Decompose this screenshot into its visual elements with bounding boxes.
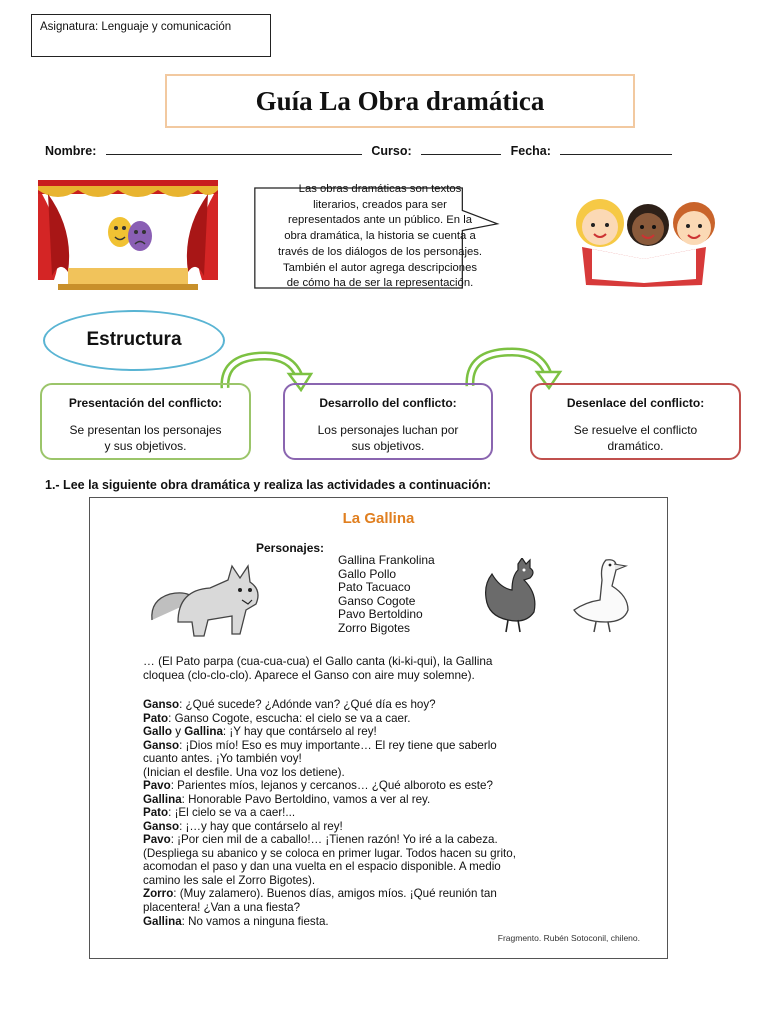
box-text: Los personajes luchan por (317, 423, 459, 437)
intro-line: literarios, creados para ser (313, 198, 447, 211)
valance-trim (38, 186, 218, 197)
character-item: Gallina Frankolina (338, 553, 435, 567)
name-label: Nombre: (45, 144, 97, 158)
box-title: Desarrollo del conflicto: (319, 396, 457, 410)
student-form (45, 143, 725, 158)
dialogue-line: Gallo y Gallina: ¡Y hay que contárselo al rey! (143, 725, 377, 739)
course-field[interactable] (421, 143, 501, 155)
tragedy-mask (128, 221, 152, 251)
dialogue-line: cuanto antes. ¡Yo también voy! (143, 752, 302, 766)
rooster-illustration (478, 558, 548, 634)
dialogue-line: Pavo: ¡Por cien mil de a caballo!… ¡Tienen razón! Yo iré a la cabeza. (143, 833, 498, 847)
subject-label: Asignatura: Lenguaje y comunicación (40, 21, 232, 33)
box-text: Se resuelve el conflicto (573, 423, 698, 437)
name-field[interactable] (106, 143, 362, 155)
box-title: Presentación del conflicto: (68, 396, 223, 410)
dialogue-line: (Despliega su abanico y se coloca en primer lugar. Todos hacen su grito, (143, 846, 516, 860)
character-item: Zorro Bigotes (338, 620, 411, 635)
intro-line: de cómo ha de ser la representación. (286, 277, 474, 290)
dialogue-line: Pato: ¡El cielo se va a caer!... (143, 806, 296, 820)
presentation-box (40, 383, 251, 460)
course-label: Curso: (371, 144, 412, 158)
characters-label: Personajes: (256, 541, 325, 555)
fox-illustration (148, 560, 272, 642)
character-item: Ganso Cogote (338, 593, 416, 608)
stage-floor (68, 268, 188, 286)
play-dialogue (143, 698, 629, 928)
activity-instruction: 1.- Lee la siguiente obra dramática y realiza las actividades a continuación: (45, 478, 491, 492)
subject-box (31, 14, 271, 57)
box-text: dramático. (607, 439, 664, 453)
box-text: y sus objetivos. (104, 439, 187, 453)
intro-line: También el autor agrega descripciones (282, 261, 478, 274)
dialogue-line: placentera! ¿Van a una fiesta? (143, 900, 301, 914)
date-field[interactable] (560, 143, 672, 155)
theater-stage-illustration (38, 180, 218, 295)
goose-illustration (566, 556, 636, 634)
intro-line: … (El Pato parpa (cua-cua-cua) el Gallo canta (ki-ki-qui), la Gallina (143, 654, 493, 668)
comedy-mask (108, 217, 132, 247)
resolution-box (530, 383, 741, 460)
dialogue-line: Pavo: Parientes míos, lejanos y cercanos… ¿Qué alboroto es este? (143, 779, 493, 793)
source-citation: Fragmento. Rubén Sotoconil, chileno. (497, 933, 640, 943)
intro-line: cloquea (clo-clo-clo). Aparece el Ganso con aire muy solemne). (143, 667, 475, 682)
intro-line: obra dramática, la historia se cuenta a (284, 230, 476, 243)
character-item: Pavo Bertoldino (338, 607, 423, 622)
dialogue-line: Gallina: Honorable Pavo Bertoldino, vamos a ver al rey. (143, 792, 431, 806)
dialogue-line: Ganso: ¿Qué sucede? ¿Adónde van? ¿Qué día es hoy? (143, 698, 436, 711)
character-item: Pato Tacuaco (338, 580, 411, 595)
intro-line: representados ante un público. En la (287, 214, 473, 227)
box-title: Desenlace del conflicto: (566, 396, 705, 410)
intro-line: Las obras dramáticas son textos (298, 183, 462, 195)
intro-text (264, 182, 496, 292)
book-page-left (592, 249, 644, 283)
book-page-right (644, 249, 696, 283)
dialogue-line: Pato: Ganso Cogote, escucha: el cielo se va a caer. (143, 711, 411, 725)
dialogue-line: Ganso: ¡Dios mío! Eso es muy importante… El rey tiene que saberlo (143, 738, 497, 752)
character-item: Gallo Pollo (338, 566, 397, 581)
dialogue-line: Ganso: ¡…y hay que contárselo al rey! (143, 819, 343, 833)
dialogue-line: acomodan el paso y dan una vuelta en el espacio disponible. A medio (143, 860, 501, 874)
intro-line: través de los diálogos de los personajes. (277, 245, 483, 258)
play-intro (143, 655, 629, 683)
dialogue-line: Gallina: No vamos a ninguna fiesta. (143, 914, 329, 928)
dialogue-line: Zorro: (Muy zalamero). Buenos días, amigos míos. ¡Qué reunión tan (143, 887, 497, 901)
play-title: La Gallina (342, 510, 415, 527)
children-reading-illustration (552, 187, 737, 287)
stage-edge (58, 284, 198, 290)
characters-list (338, 554, 435, 636)
page-title: Guía La Obra dramática (165, 74, 635, 128)
structure-label: Estructura (43, 310, 225, 371)
dialogue-line: (Inician el desfile. Una voz los detiene). (143, 765, 345, 779)
date-label: Fecha: (510, 144, 551, 158)
dialogue-line: camino les sale el Zorro Bigotes). (143, 873, 316, 887)
box-text: Se presentan los personajes (69, 423, 222, 437)
development-box (283, 383, 493, 460)
box-text: sus objetivos. (351, 439, 425, 453)
